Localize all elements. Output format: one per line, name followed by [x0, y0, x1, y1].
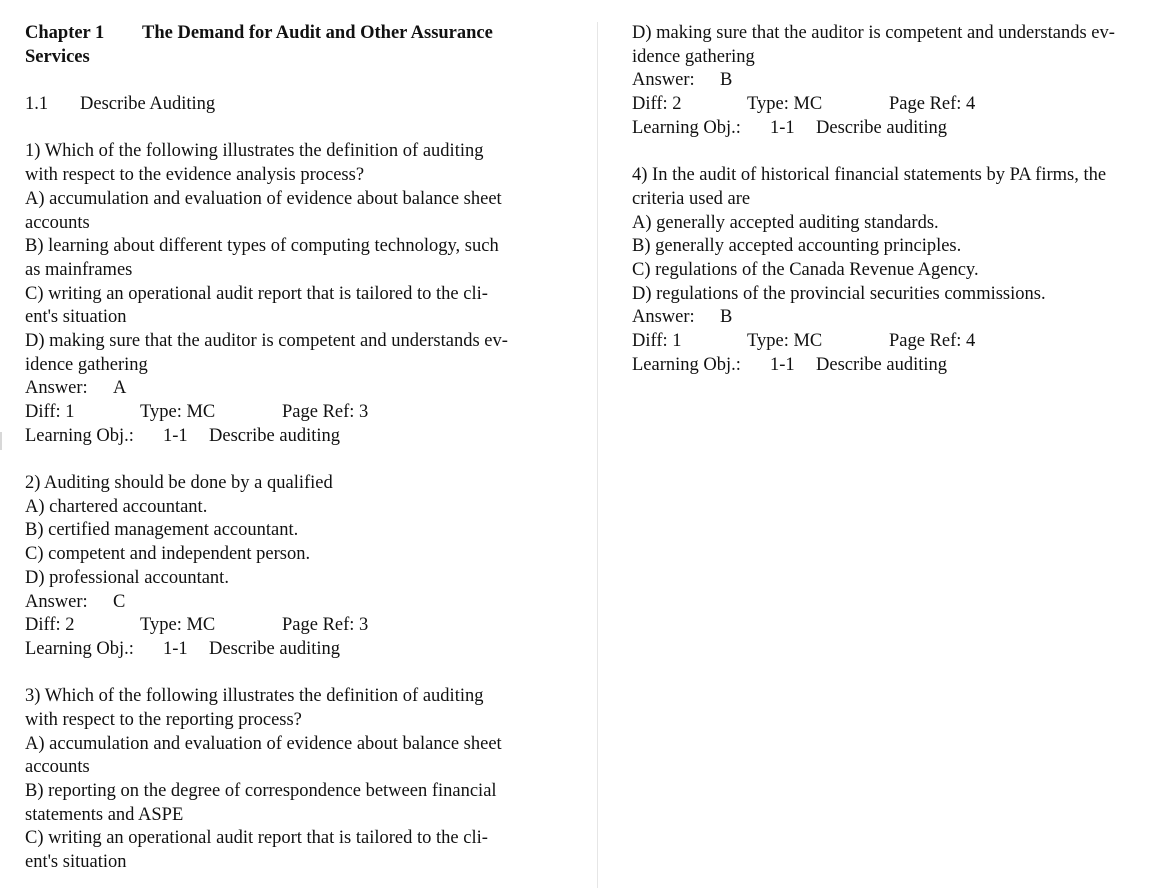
- option-c: C) writing an operational audit report that is tailored to the cli-: [25, 283, 488, 304]
- question-type: Type: MC: [747, 330, 823, 351]
- option-a-cont: accounts: [25, 212, 90, 233]
- question-stem: 4) In the audit of historical financial statements by PA firms, the: [632, 165, 1107, 186]
- section-number: 1.1: [25, 94, 49, 115]
- lo-text: Describe auditing: [209, 425, 340, 446]
- section-title: Describe Auditing: [80, 94, 216, 115]
- question-type: Type: MC: [140, 615, 216, 636]
- meta-line: [632, 93, 1162, 117]
- answer-label: Answer:: [25, 591, 88, 612]
- option-a-cont: accounts: [25, 757, 90, 778]
- answer-line: [25, 377, 565, 401]
- learning-objective: [25, 638, 565, 662]
- option-b-cont: statements and ASPE: [25, 804, 184, 825]
- page-ref: Page Ref: 4: [889, 330, 976, 351]
- lo-label: Learning Obj.:: [25, 425, 134, 446]
- answer-value: A: [113, 378, 127, 399]
- answer-value: C: [113, 591, 126, 612]
- option-a: A) generally accepted auditing standards.: [632, 212, 939, 233]
- meta-line: [25, 401, 565, 425]
- chapter-title: The Demand for Audit and Other Assurance: [142, 23, 493, 43]
- question-3-continued: [632, 22, 1162, 140]
- answer-line: [25, 591, 565, 615]
- column-divider: [597, 22, 598, 888]
- chapter-heading: [25, 22, 565, 46]
- answer-label: Answer:: [25, 378, 88, 399]
- option-a: A) accumulation and evaluation of evidence about balance sheet: [25, 733, 502, 754]
- lo-label: Learning Obj.:: [25, 638, 134, 659]
- lo-text: Describe auditing: [816, 354, 947, 375]
- right-column: [632, 22, 1162, 377]
- lo-code: 1-1: [770, 354, 795, 375]
- option-a: A) accumulation and evaluation of evidence about balance sheet: [25, 188, 502, 209]
- question-4: [632, 164, 1162, 377]
- page-ref: Page Ref: 3: [282, 402, 369, 422]
- chapter-title-continued: Services: [25, 46, 90, 67]
- learning-objective: [632, 354, 1162, 378]
- difficulty: Diff: 1: [25, 402, 75, 422]
- question-stem: 1) Which of the following illustrates the definition of auditing: [25, 141, 484, 162]
- page-ref: Page Ref: 4: [889, 94, 976, 115]
- answer-value: B: [720, 307, 733, 328]
- lo-text: Describe auditing: [816, 117, 947, 138]
- learning-objective: [25, 425, 565, 449]
- option-d: D) making sure that the auditor is competent and understands ev-: [25, 330, 508, 351]
- question-stem: 3) Which of the following illustrates the definition of auditing: [25, 686, 484, 707]
- answer-label: Answer:: [632, 307, 695, 328]
- left-column: [25, 22, 565, 875]
- meta-line: [25, 614, 565, 638]
- chapter-label: Chapter 1: [25, 23, 105, 43]
- option-c: C) competent and independent person.: [25, 544, 311, 565]
- section-heading: [25, 93, 565, 117]
- option-b: B) generally accepted accounting principles.: [632, 236, 962, 257]
- option-a: A) chartered accountant.: [25, 496, 208, 517]
- option-d: D) regulations of the provincial securities commissions.: [632, 283, 1046, 304]
- lo-label: Learning Obj.:: [632, 117, 741, 138]
- question-stem: 2) Auditing should be done by a qualified: [25, 473, 333, 494]
- difficulty: Diff: 1: [632, 330, 682, 351]
- option-d-cont: idence gathering: [632, 46, 755, 67]
- answer-label: Answer:: [632, 70, 695, 91]
- option-c: C) regulations of the Canada Revenue Agency.: [632, 259, 979, 280]
- lo-code: 1-1: [163, 425, 188, 446]
- question-type: Type: MC: [140, 402, 216, 422]
- question-stem: with respect to the evidence analysis process?: [25, 165, 365, 186]
- answer-value: B: [720, 70, 733, 91]
- answer-line: [632, 306, 1162, 330]
- option-d: D) professional accountant.: [25, 567, 229, 588]
- option-c-cont: ent's situation: [25, 307, 127, 328]
- question-1: [25, 140, 565, 448]
- option-b: B) learning about different types of computing technology, such: [25, 236, 499, 257]
- option-d: D) making sure that the auditor is competent and understands ev-: [632, 23, 1115, 43]
- page-ref: Page Ref: 3: [282, 615, 369, 636]
- question-stem: with respect to the reporting process?: [25, 709, 302, 730]
- meta-line: [632, 330, 1162, 354]
- option-c: C) writing an operational audit report that is tailored to the cli-: [25, 828, 488, 849]
- margin-mark: [0, 432, 2, 450]
- option-b: B) reporting on the degree of correspondence between financial: [25, 781, 497, 801]
- difficulty: Diff: 2: [632, 94, 682, 115]
- question-stem: criteria used are: [632, 188, 751, 209]
- question-type: Type: MC: [747, 94, 823, 115]
- lo-code: 1-1: [163, 638, 188, 659]
- option-c-cont: ent's situation: [25, 852, 127, 873]
- option-b: B) certified management accountant.: [25, 520, 299, 541]
- lo-code: 1-1: [770, 117, 795, 138]
- option-d-cont: idence gathering: [25, 354, 148, 375]
- question-3: [25, 685, 565, 875]
- answer-line: [632, 69, 1162, 93]
- lo-text: Describe auditing: [209, 638, 340, 659]
- option-b-cont: as mainframes: [25, 259, 133, 280]
- lo-label: Learning Obj.:: [632, 354, 741, 375]
- learning-objective: [632, 117, 1162, 141]
- difficulty: Diff: 2: [25, 615, 75, 636]
- question-2: [25, 472, 565, 662]
